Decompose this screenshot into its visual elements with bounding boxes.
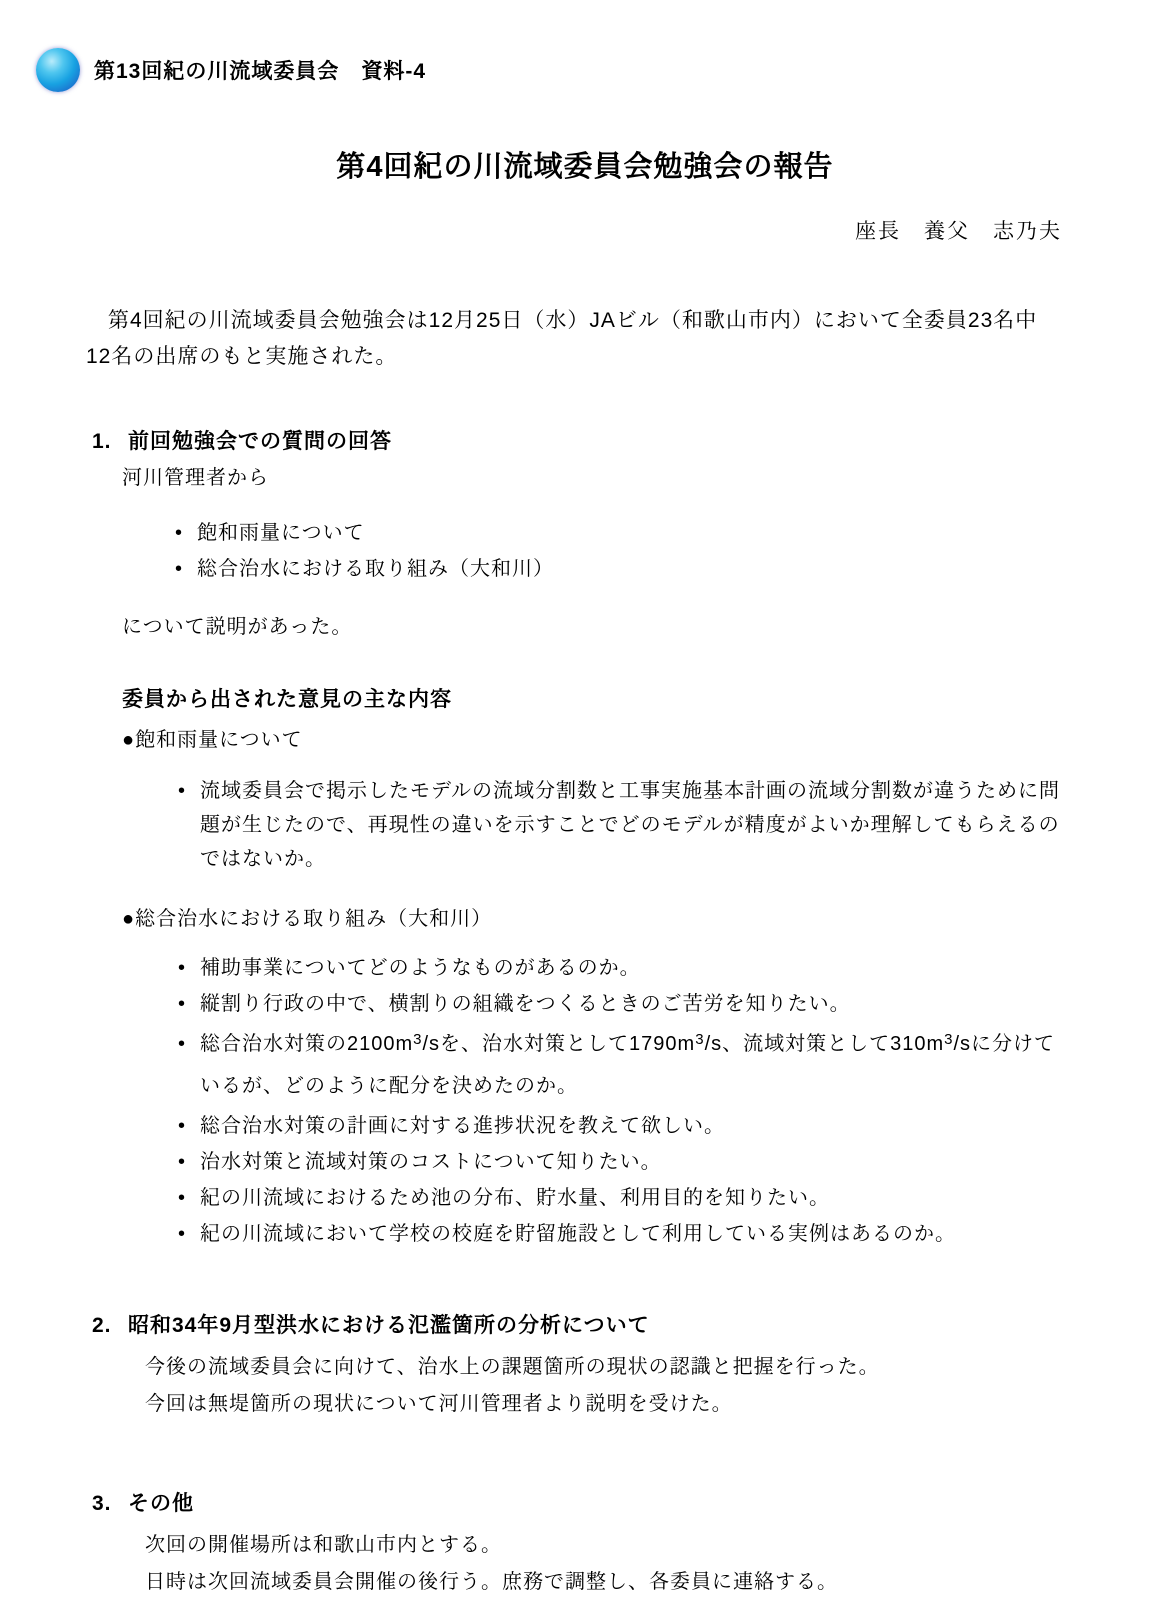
section-2 (0, 1309, 1170, 1423)
section-1-number: 1. (92, 430, 112, 453)
section-3-heading-text: その他 (128, 1492, 194, 1515)
section-1 (0, 425, 1170, 1251)
list-item: • 治水対策と流域対策のコストについて知りたい。 (200, 1145, 1072, 1179)
list-item: • 飽和雨量について (197, 516, 1057, 550)
section-2-heading-text: 昭和34年9月型洪水における氾濫箇所の分析について (128, 1314, 650, 1337)
opinions-heading: 委員から出された意見の主な内容 (122, 688, 452, 711)
flood-control-opinions-list (200, 951, 1072, 1251)
after-note: について説明があった。 (122, 616, 353, 638)
section-2-heading (92, 1309, 1170, 1339)
section-3-body-line: 次回の開催場所は和歌山市内とする。 (145, 1534, 502, 1556)
flow-text: /sに分けているが、どのように配分を決めたのか。 (200, 1033, 1056, 1097)
list-item-flow-allocation (200, 1023, 1072, 1107)
section-2-body-line: 今回は無堤箇所の現状について河川管理者より説明を受けた。 (145, 1393, 733, 1415)
flow-text: /s、流域対策として310m (704, 1033, 945, 1055)
section-3-number: 3. (92, 1492, 112, 1515)
explained-topics-list (197, 516, 1057, 586)
list-item: • 総合治水対策の計画に対する進捗状況を教えて欲しい。 (200, 1109, 1072, 1143)
superscript-3: 3 (413, 1031, 423, 1048)
list-item: • 紀の川流域におけるため池の分布、貯水量、利用目的を知りたい。 (200, 1181, 1072, 1215)
doc-header (0, 0, 1170, 92)
page-title: 第4回紀の川流域委員会勉強会の報告 (336, 151, 834, 183)
list-item: • 縦割り行政の中で、横割りの組織をつくるときのご苦労を知りたい。 (200, 987, 1072, 1021)
section-3-body-line: 日時は次回流域委員会開催の後行う。庶務で調整し、各委員に連絡する。 (145, 1571, 838, 1593)
chairperson-line: 座長 養父 志乃夫 (855, 220, 1062, 243)
list-item: • 総合治水における取り組み（大和川） (197, 552, 1057, 586)
section-3 (0, 1487, 1170, 1601)
river-manager-lead: 河川管理者から (122, 467, 269, 489)
section-1-heading (92, 425, 1170, 455)
section-2-number: 2. (92, 1314, 112, 1337)
topic-saturated-rainfall-label: ●飽和雨量について (122, 729, 303, 751)
superscript-3: 3 (944, 1031, 954, 1048)
intro-paragraph: 第4回紀の川流域委員会勉強会は12月25日（水）JAビル（和歌山市内）において全委員23名中12名の出席のもと実施された。 (86, 309, 1038, 368)
list-item: • 紀の川流域において学校の校庭を貯留施設として利用している実例はあるのか。 (200, 1217, 1072, 1251)
superscript-3: 3 (695, 1031, 705, 1048)
section-3-heading (92, 1487, 1170, 1517)
topic-comprehensive-flood-control-label: ●総合治水における取り組み（大和川） (122, 908, 493, 930)
flow-text: /sを、治水対策として1790m (422, 1033, 696, 1055)
flow-text: 総合治水対策の2100m (200, 1033, 414, 1055)
section-1-heading-text: 前回勉強会での質問の回答 (128, 430, 392, 453)
list-item: • 補助事業についてどのようなものがあるのか。 (200, 951, 1072, 985)
list-item: • 流域委員会で掲示したモデルの流域分割数と工事実施基本計画の流域分割数が違うために問題が生じたので、再現性の違いを示すことでどのモデルが精度がよいか理解してもらえるのではないか。 (200, 774, 1072, 876)
saturated-rainfall-opinions-list (200, 774, 1072, 876)
section-2-body-line: 今後の流域委員会に向けて、治水上の課題箇所の現状の認識と把握を行った。 (145, 1356, 880, 1378)
doc-header-label: 第13回紀の川流域委員会 資料-4 (94, 60, 427, 83)
blue-sphere-icon (36, 48, 80, 92)
